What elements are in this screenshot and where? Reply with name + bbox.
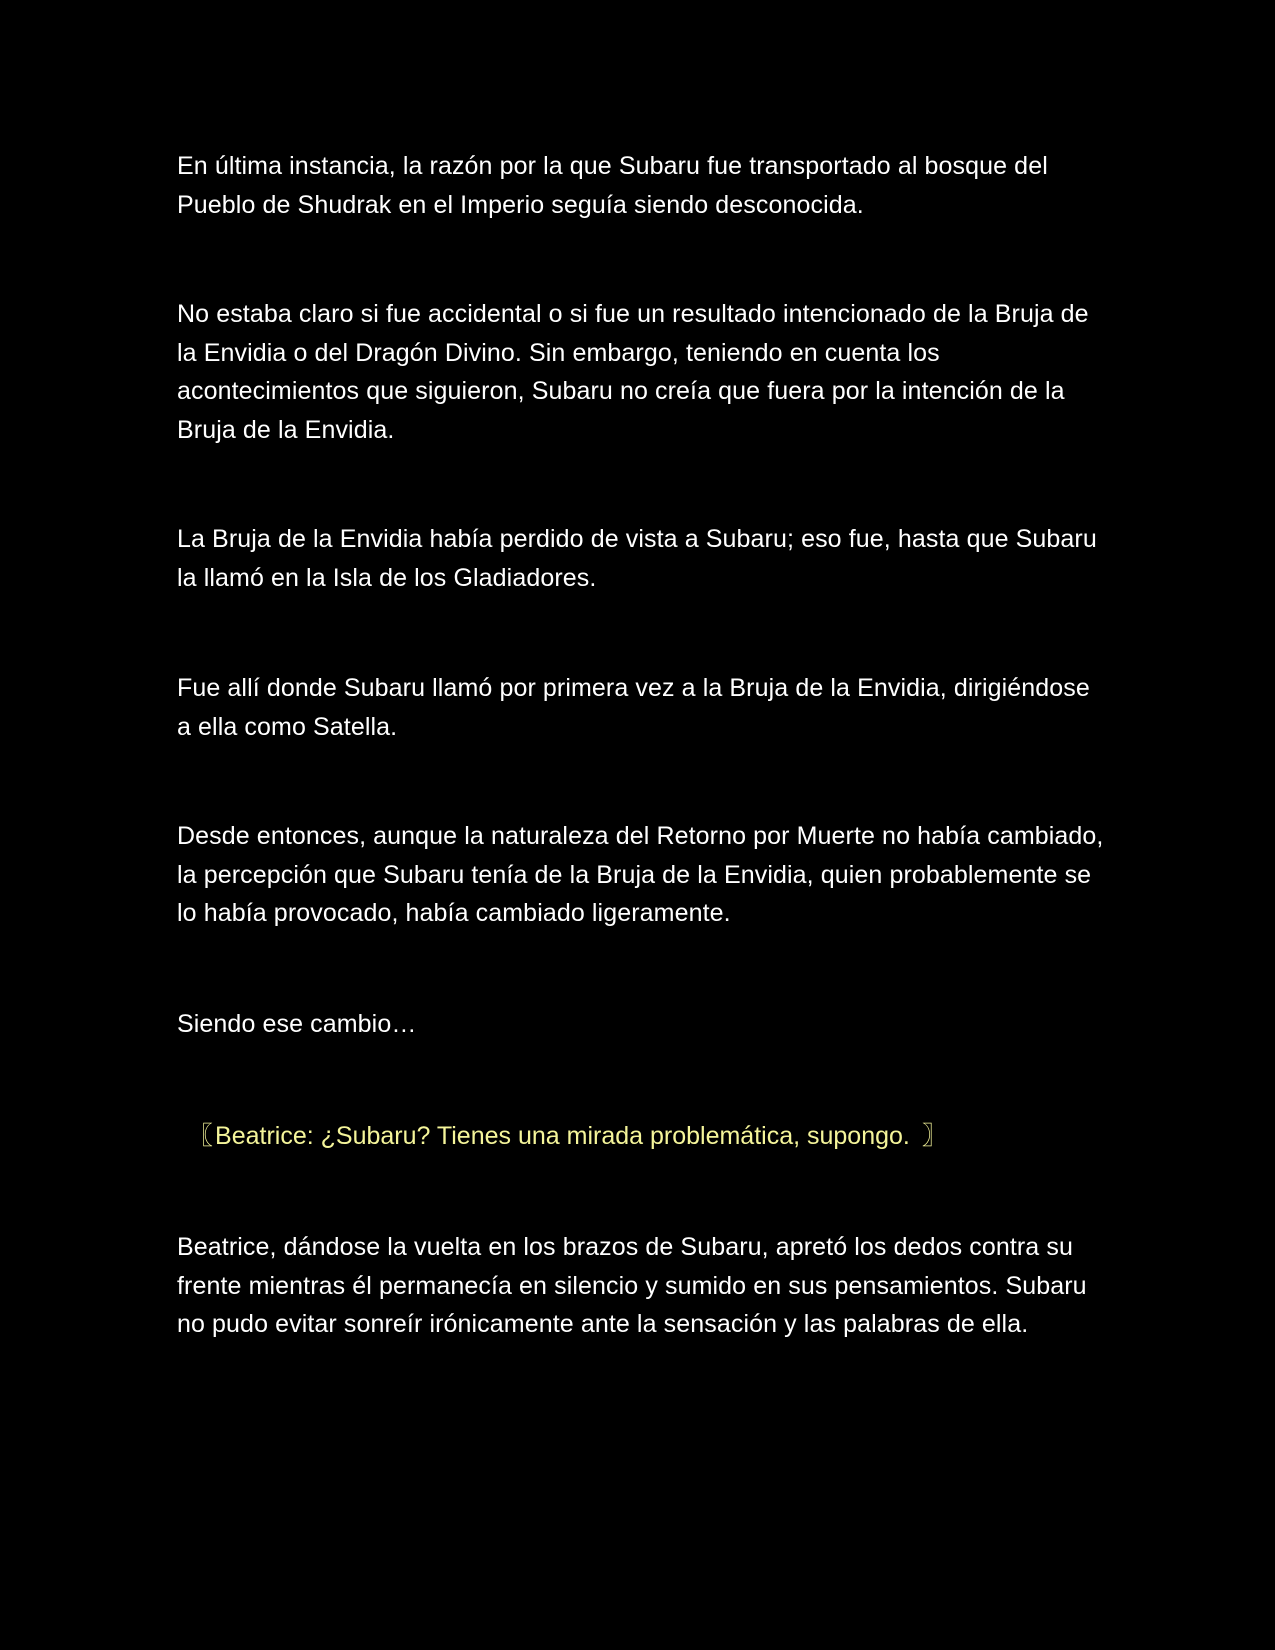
paragraph-2: No estaba claro si fue accidental o si fue un resultado intencionado de la Bruja de la Envidia o del Dragón Divino. Sin embargo, teniendo en cuenta los acontecimientos que siguieron, Subaru no creía que fuera por la intención de la Bruja de la Envidia. xyxy=(177,300,1089,444)
closing-paragraph: Beatrice, dándose la vuelta en los brazos de Subaru, apretó los dedos contra su frente mientras él permanecía en silencio y sumido en sus pensamientos. Subaru no pudo evitar sonreír irónicamente ante la sensación y las palabras de ella. xyxy=(177,1233,1087,1338)
dialogue-open-bracket: 〖 xyxy=(188,1122,214,1150)
dialogue-text: Beatrice: ¿Subaru? Tienes una mirada problemática, supongo. xyxy=(215,1122,910,1150)
paragraph-5: Desde entonces, aunque la naturaleza del Retorno por Muerte no había cambiado, la percepción que Subaru tenía de la Bruja de la Envidia, quien probablemente se lo había provocado, había cambiado ligeramente. xyxy=(177,822,1104,927)
dialogue-line xyxy=(188,1117,1088,1156)
paragraph-6: Siendo ese cambio… xyxy=(177,1010,417,1038)
paragraph-4: Fue allí donde Subaru llamó por primera vez a la Bruja de la Envidia, dirigiéndose a ella como Satella. xyxy=(177,674,1090,741)
dialogue-close-bracket: 〗 xyxy=(921,1122,947,1150)
paragraph-1: En última instancia, la razón por la que Subaru fue transportado al bosque del Pueblo de Shudrak en el Imperio seguía siendo desconocida. xyxy=(177,152,1048,219)
paragraph-3: La Bruja de la Envidia había perdido de vista a Subaru; eso fue, hasta que Subaru la llamó en la Isla de los Gladiadores. xyxy=(177,525,1097,592)
